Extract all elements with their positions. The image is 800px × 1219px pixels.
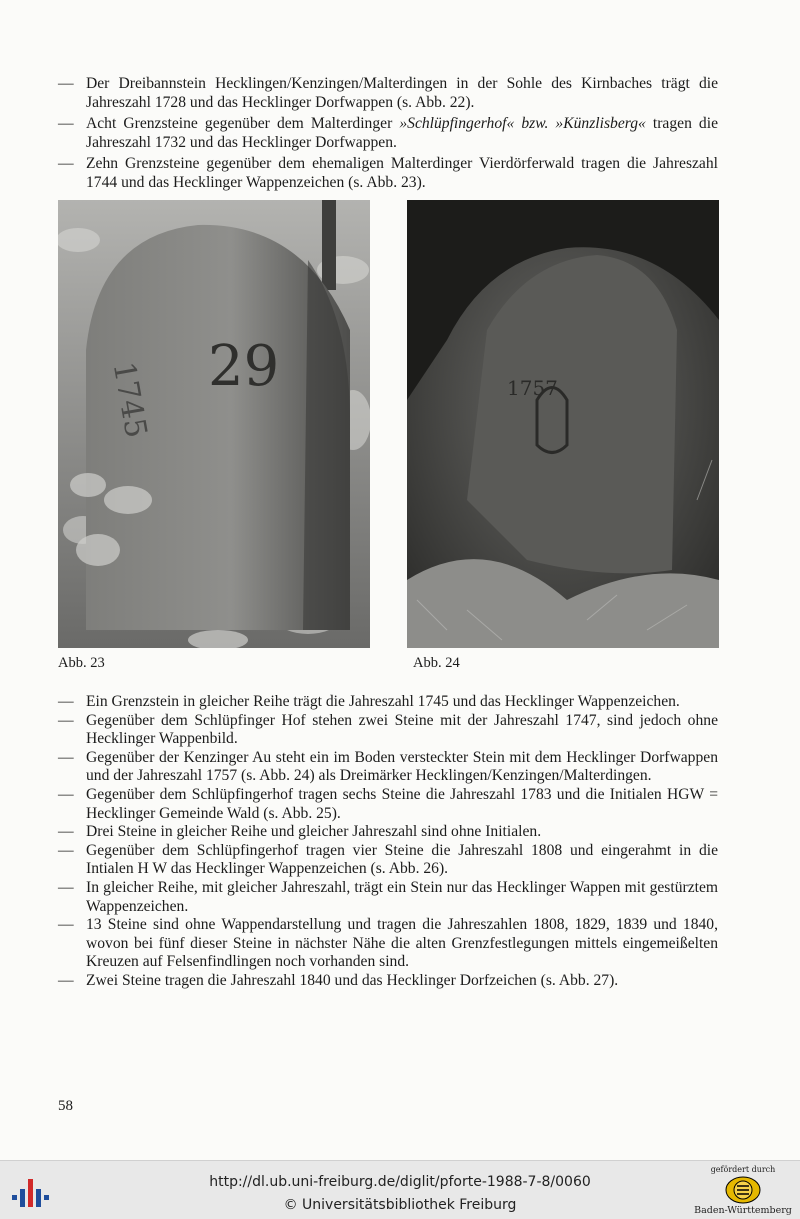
stone-carving-year: 1745: [105, 359, 154, 441]
list-item: [58, 115, 718, 152]
list-item: [58, 75, 718, 112]
stone-carving-year: 1757: [507, 376, 558, 400]
list-item-text: Gegenüber dem Schlüpfingerhof tragen vier Steine die Jahreszahl 1808 und eingerahmt in die Intialen H W das Hecklinger Wappenzeichen (s. Abb. 26).: [86, 841, 718, 878]
list-item-text: In gleicher Reihe, mit gleicher Jahreszahl, trägt ein Stein nur das Hecklinger Wappen mit gestürztem Wappenzeichen.: [86, 878, 718, 915]
dash: —: [58, 878, 74, 896]
text-list-top: [58, 75, 718, 196]
list-item-text: tragen die Jahreszahl 1732 und das Hecklinger Dorfwappen.: [86, 115, 718, 151]
list-item-text: Der Dreibannstein Hecklingen/Kenzingen/Malterdingen in der Sohle des Kirnbaches trägt die Jahreszahl 1728 und das Hecklinger Dorfwappen (s. Abb. 22).: [86, 75, 718, 111]
list-item: [58, 749, 718, 786]
list-item-text: Acht Grenzsteine gegenüber dem Malterdinger: [86, 115, 400, 133]
list-item-italic-text: »Schlüpfingerhof« bzw. »Künzlisberg«: [399, 115, 646, 133]
document-url-link[interactable]: http://dl.ub.uni-freiburg.de/diglit/pforte-1988-7-8/0060: [209, 1174, 591, 1190]
dash: —: [58, 916, 74, 934]
library-footer: [0, 1160, 800, 1219]
list-item-text: Gegenüber dem Schlüpfingerhof tragen sechs Steine die Jahreszahl 1783 und die Initialen HGW = Hecklinger Gemeinde Wald (s. Abb. 25).: [86, 785, 718, 822]
baden-wuerttemberg-sponsor-logo: [693, 1163, 793, 1217]
list-item: [58, 916, 718, 972]
list-item: [58, 712, 718, 749]
list-item: [58, 693, 718, 712]
boundary-stone-photo-abb-23: [58, 200, 370, 648]
copyright-text: © Universitätsbibliothek Freiburg: [283, 1197, 517, 1213]
figure-caption-abb-24: Abb. 24: [413, 655, 460, 671]
stone-carving-number: 29: [208, 334, 280, 399]
dash: —: [58, 823, 74, 841]
list-item-text: Zwei Steine tragen die Jahreszahl 1840 und das Hecklinger Dorfzeichen (s. Abb. 27).: [86, 971, 619, 989]
dash: —: [58, 115, 74, 133]
boundary-stone-photo-abb-24: [407, 200, 719, 648]
dash: —: [58, 841, 74, 859]
list-item: [58, 972, 718, 991]
figure-caption-abb-23: Abb. 23: [58, 655, 105, 671]
sponsor-name: Baden-Württemberg: [694, 1205, 792, 1216]
dash: —: [58, 711, 74, 729]
list-item: [58, 786, 718, 823]
dash: —: [58, 785, 74, 803]
dash: —: [58, 748, 74, 766]
list-item: [58, 155, 718, 192]
text-list-bottom: [58, 693, 718, 991]
list-item: [58, 879, 718, 916]
list-item-text: Zehn Grenzsteine gegenüber dem ehemaligen Malterdinger Vierdörferwald tragen die Jahreszahl 1744 und das Hecklinger Wappenzeichen (s. Abb. 23).: [86, 155, 718, 191]
list-item-text: Gegenüber der Kenzinger Au steht ein im Boden versteckter Stein mit dem Hecklinger Dorfwappen und der Jahreszahl 1757 (s. Abb. 24) als Dreimärker Hecklingen/Kenzingen/Malterdingen.: [86, 748, 718, 785]
dash: —: [58, 155, 74, 173]
dash: —: [58, 693, 74, 710]
list-item: [58, 823, 718, 842]
list-item-text: Ein Grenzstein in gleicher Reihe trägt die Jahreszahl 1745 und das Hecklinger Wappenzeichen.: [86, 693, 680, 710]
coat-of-arms-icon: [725, 1176, 761, 1204]
dash: —: [58, 75, 74, 92]
list-item: [58, 842, 718, 879]
page-number: 58: [58, 1098, 73, 1114]
dash: —: [58, 971, 74, 989]
list-item-text: 13 Steine sind ohne Wappendarstellung und tragen die Jahreszahlen 1808, 1829, 1839 und 1840, wovon bei fünf dieser Steine in nächster Nähe die alten Grenzfestlegungen mittels eingemeißelten Kreuzen auf Felsenfindlingen noch vorhanden sind.: [86, 916, 718, 971]
sponsor-small-text: gefördert durch: [710, 1165, 776, 1174]
list-item-text: Gegenüber dem Schlüpfinger Hof stehen zwei Steine mit der Jahreszahl 1747, sind jedoch ohne Hecklinger Wappenbild.: [86, 711, 718, 748]
list-item-text: Drei Steine in gleicher Reihe und gleicher Jahreszahl sind ohne Initialen.: [86, 823, 542, 841]
